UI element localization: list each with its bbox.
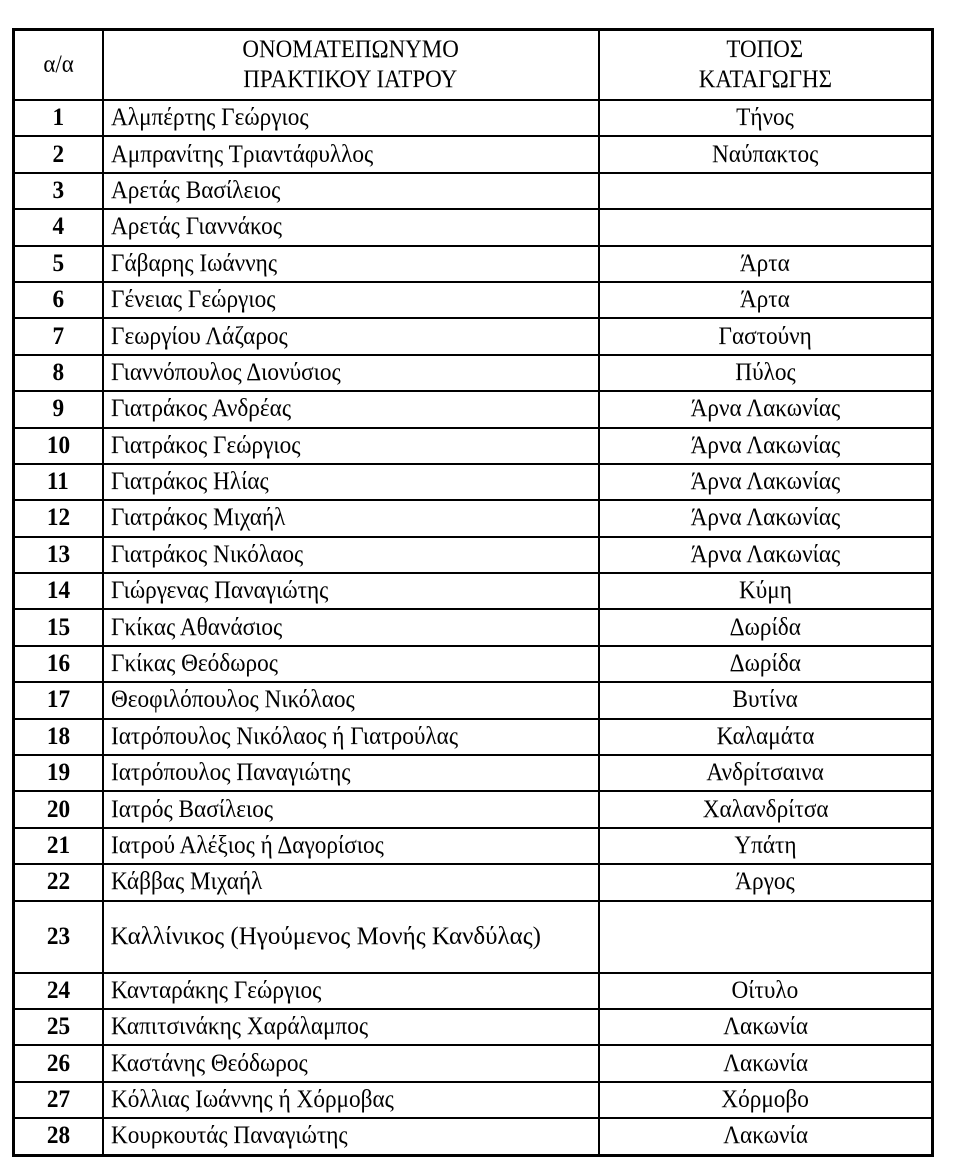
row-number: 16 bbox=[46, 650, 70, 678]
table-row bbox=[14, 1082, 933, 1118]
row-place: Άρνα Λακωνίας bbox=[690, 431, 841, 459]
row-name: Γεωργίου Λάζαρος bbox=[110, 322, 288, 350]
row-place-cell bbox=[599, 282, 933, 318]
row-number: 22 bbox=[46, 868, 70, 896]
row-place-cell bbox=[599, 1118, 933, 1155]
row-place: Άρνα Λακωνίας bbox=[690, 468, 841, 496]
row-number-cell bbox=[14, 1009, 103, 1045]
row-number-cell bbox=[14, 464, 103, 500]
table-row bbox=[14, 1009, 933, 1045]
row-place-cell bbox=[599, 646, 933, 682]
practitioners-table bbox=[12, 28, 934, 1157]
row-name-cell bbox=[103, 391, 599, 427]
table-row bbox=[14, 428, 933, 464]
header-place-line2: ΚΑΤΑΓΩΓΗΣ bbox=[698, 66, 832, 93]
row-number-cell bbox=[14, 500, 103, 536]
row-number: 13 bbox=[46, 540, 70, 568]
row-name: Αρετάς Γιαννάκος bbox=[110, 213, 282, 241]
row-place: Άρνα Λακωνίας bbox=[690, 540, 841, 568]
row-place: Γαστούνη bbox=[718, 322, 812, 350]
row-place: Υπάτη bbox=[734, 832, 797, 859]
row-name-cell bbox=[103, 864, 599, 900]
row-name-cell bbox=[103, 355, 599, 391]
header-name-line2: ΠΡΑΚΤΙΚΟΥ ΙΑΤΡΟΥ bbox=[243, 66, 458, 93]
row-number-cell bbox=[14, 391, 103, 427]
row-place-cell bbox=[599, 719, 933, 755]
row-name: Κάββας Μιχαήλ bbox=[110, 868, 262, 896]
row-place-cell bbox=[599, 246, 933, 282]
table-row bbox=[14, 719, 933, 755]
row-place-cell bbox=[599, 100, 933, 136]
row-name: Καλλίνικος (Ηγούμενος Μονής Κανδύλας) bbox=[110, 922, 541, 950]
row-name-cell bbox=[103, 100, 599, 136]
row-number-cell bbox=[14, 573, 103, 609]
row-place-cell bbox=[599, 828, 933, 864]
table-row bbox=[14, 755, 933, 791]
table-row bbox=[14, 864, 933, 900]
row-number: 28 bbox=[46, 1122, 70, 1150]
row-place: Ναύπακτος bbox=[712, 140, 819, 168]
row-name-cell bbox=[103, 282, 599, 318]
row-place: Λακωνία bbox=[722, 1013, 808, 1041]
row-place: Λακωνία bbox=[722, 1049, 808, 1077]
row-place-cell bbox=[599, 755, 933, 791]
row-number: 17 bbox=[46, 686, 70, 714]
row-name: Γιατράκος Νικόλαος bbox=[110, 540, 303, 568]
header-number-label: α/α bbox=[42, 51, 74, 78]
row-number: 12 bbox=[46, 504, 70, 532]
row-number-cell bbox=[14, 428, 103, 464]
row-place: Τήνος bbox=[736, 104, 795, 132]
row-place-cell bbox=[599, 173, 933, 209]
row-name-cell bbox=[103, 828, 599, 864]
row-place-cell bbox=[599, 391, 933, 427]
row-number-cell bbox=[14, 136, 103, 172]
row-number: 1 bbox=[52, 104, 65, 132]
row-number-cell bbox=[14, 318, 103, 354]
row-name-cell bbox=[103, 1009, 599, 1045]
table-row bbox=[14, 136, 933, 172]
row-name-cell bbox=[103, 1118, 599, 1155]
row-name: Καστάνης Θεόδωρος bbox=[110, 1049, 308, 1077]
header-name-line1: ΟΝΟΜΑΤΕΠΩΝΥΜΟ bbox=[242, 36, 459, 63]
row-name: Κόλλιας Ιωάννης ή Χόρμοβας bbox=[110, 1085, 394, 1113]
row-place: Άρνα Λακωνίας bbox=[690, 504, 841, 532]
table-row bbox=[14, 901, 933, 973]
header-place-line1: ΤΟΠΟΣ bbox=[726, 36, 804, 63]
table-row bbox=[14, 646, 933, 682]
row-number-cell bbox=[14, 828, 103, 864]
row-place: Χαλανδρίτσα bbox=[702, 795, 829, 823]
row-number-cell bbox=[14, 864, 103, 900]
row-place: Άργος bbox=[735, 868, 795, 896]
row-place: Άρτα bbox=[740, 249, 791, 277]
row-number: 11 bbox=[47, 468, 70, 496]
row-number: 7 bbox=[52, 322, 65, 350]
row-place: Ανδρίτσαινα bbox=[706, 759, 824, 787]
row-name: Γιαννόπουλος Διονύσιος bbox=[110, 358, 341, 386]
row-name-cell bbox=[103, 537, 599, 573]
row-name: Γιατράκος Γεώργιος bbox=[110, 431, 301, 459]
row-number-cell bbox=[14, 100, 103, 136]
row-number-cell bbox=[14, 646, 103, 682]
row-name: Κουρκουτάς Παναγιώτης bbox=[110, 1122, 348, 1150]
row-place-cell bbox=[599, 318, 933, 354]
row-place-cell bbox=[599, 209, 933, 245]
row-number: 21 bbox=[46, 832, 70, 859]
row-number: 27 bbox=[46, 1085, 70, 1113]
row-number: 18 bbox=[46, 722, 70, 750]
row-place-cell bbox=[599, 464, 933, 500]
row-place: Δωρίδα bbox=[729, 613, 801, 641]
row-name-cell bbox=[103, 755, 599, 791]
row-name-cell bbox=[103, 791, 599, 827]
table-row bbox=[14, 464, 933, 500]
row-number-cell bbox=[14, 609, 103, 645]
table-row bbox=[14, 282, 933, 318]
row-number: 15 bbox=[46, 613, 70, 641]
row-place-cell bbox=[599, 573, 933, 609]
table-row bbox=[14, 100, 933, 136]
row-place: Πύλος bbox=[735, 358, 796, 386]
row-number-cell bbox=[14, 355, 103, 391]
row-place: Κύμη bbox=[738, 577, 792, 605]
row-name: Γκίκας Αθανάσιος bbox=[110, 613, 282, 641]
table-row bbox=[14, 318, 933, 354]
table-row bbox=[14, 682, 933, 718]
table-row bbox=[14, 246, 933, 282]
row-number-cell bbox=[14, 682, 103, 718]
row-number: 9 bbox=[52, 395, 65, 423]
row-name-cell bbox=[103, 500, 599, 536]
header-row bbox=[14, 30, 933, 101]
row-number: 10 bbox=[46, 431, 70, 459]
row-number: 25 bbox=[46, 1013, 70, 1041]
row-name: Ιατρός Βασίλειος bbox=[110, 795, 273, 823]
row-place-cell bbox=[599, 537, 933, 573]
row-place-cell bbox=[599, 428, 933, 464]
row-place-cell bbox=[599, 355, 933, 391]
row-name-cell bbox=[103, 246, 599, 282]
table-row bbox=[14, 500, 933, 536]
row-place: Άρνα Λακωνίας bbox=[690, 395, 841, 423]
row-name-cell bbox=[103, 209, 599, 245]
row-name-cell bbox=[103, 901, 599, 973]
table-row bbox=[14, 791, 933, 827]
row-number: 20 bbox=[46, 795, 70, 823]
row-name: Γκίκας Θεόδωρος bbox=[110, 650, 278, 678]
row-name: Κανταράκης Γεώργιος bbox=[110, 976, 321, 1004]
row-number: 19 bbox=[46, 759, 70, 787]
row-number: 6 bbox=[52, 286, 65, 314]
table-row bbox=[14, 1045, 933, 1081]
row-number: 26 bbox=[46, 1049, 70, 1077]
row-name-cell bbox=[103, 1045, 599, 1081]
table-row bbox=[14, 609, 933, 645]
row-number-cell bbox=[14, 1118, 103, 1155]
row-name-cell bbox=[103, 318, 599, 354]
table-row bbox=[14, 573, 933, 609]
row-number: 5 bbox=[52, 249, 65, 277]
row-name-cell bbox=[103, 136, 599, 172]
row-name: Γιατράκος Ανδρέας bbox=[110, 395, 291, 423]
row-name: Ιατρού Αλέξιος ή Δαγορίσιος bbox=[110, 832, 384, 859]
row-name-cell bbox=[103, 428, 599, 464]
row-name: Γιατράκος Μιχαήλ bbox=[110, 504, 285, 532]
row-place-cell bbox=[599, 136, 933, 172]
row-name-cell bbox=[103, 1082, 599, 1118]
row-number-cell bbox=[14, 209, 103, 245]
row-place: Δωρίδα bbox=[729, 650, 801, 678]
row-name: Θεοφιλόπουλος Νικόλαος bbox=[110, 686, 355, 714]
row-place-cell bbox=[599, 901, 933, 973]
row-number: 2 bbox=[52, 140, 65, 168]
row-name-cell bbox=[103, 573, 599, 609]
row-place-cell bbox=[599, 500, 933, 536]
row-number-cell bbox=[14, 246, 103, 282]
row-place-cell bbox=[599, 1009, 933, 1045]
row-name-cell bbox=[103, 609, 599, 645]
row-name: Γένειας Γεώργιος bbox=[110, 286, 275, 314]
row-place-cell bbox=[599, 973, 933, 1009]
row-place-cell bbox=[599, 864, 933, 900]
row-number-cell bbox=[14, 282, 103, 318]
row-number: 4 bbox=[52, 213, 65, 241]
table-row bbox=[14, 537, 933, 573]
row-name: Γιατράκος Ηλίας bbox=[110, 468, 269, 496]
row-number: 24 bbox=[46, 976, 70, 1004]
row-name: Γιώργενας Παναγιώτης bbox=[110, 577, 328, 605]
row-number: 14 bbox=[46, 577, 70, 605]
row-number-cell bbox=[14, 791, 103, 827]
row-name: Αλμπέρτης Γεώργιος bbox=[110, 104, 309, 132]
row-name: Αμπρανίτης Τριαντάφυλλος bbox=[110, 140, 373, 168]
row-number-cell bbox=[14, 901, 103, 973]
row-name-cell bbox=[103, 682, 599, 718]
row-place: Καλαμάτα bbox=[716, 722, 815, 750]
row-name-cell bbox=[103, 464, 599, 500]
row-place-cell bbox=[599, 682, 933, 718]
row-place: Λακωνία bbox=[722, 1122, 808, 1150]
header-place bbox=[599, 30, 933, 101]
row-name-cell bbox=[103, 173, 599, 209]
row-place-cell bbox=[599, 1045, 933, 1081]
row-name: Ιατρόπουλος Νικόλαος ή Γιατρούλας bbox=[110, 722, 458, 750]
row-number-cell bbox=[14, 719, 103, 755]
table-row bbox=[14, 173, 933, 209]
row-name: Καπιτσινάκης Χαράλαμπος bbox=[110, 1013, 368, 1041]
table-row bbox=[14, 1118, 933, 1155]
row-name-cell bbox=[103, 719, 599, 755]
row-place: Οίτυλο bbox=[731, 976, 799, 1004]
row-number-cell bbox=[14, 755, 103, 791]
row-number: 3 bbox=[52, 176, 65, 204]
row-name-cell bbox=[103, 646, 599, 682]
row-number-cell bbox=[14, 1045, 103, 1081]
row-number-cell bbox=[14, 537, 103, 573]
row-number-cell bbox=[14, 173, 103, 209]
row-number-cell bbox=[14, 1082, 103, 1118]
row-number: 8 bbox=[52, 358, 65, 386]
header-name bbox=[103, 30, 599, 101]
row-name: Ιατρόπουλος Παναγιώτης bbox=[110, 759, 351, 787]
row-number: 23 bbox=[46, 922, 70, 950]
row-place: Άρτα bbox=[740, 286, 791, 314]
table-row bbox=[14, 391, 933, 427]
table-row bbox=[14, 828, 933, 864]
row-place-cell bbox=[599, 609, 933, 645]
row-place-cell bbox=[599, 1082, 933, 1118]
row-place-cell bbox=[599, 791, 933, 827]
table-row bbox=[14, 209, 933, 245]
row-place: Βυτίνα bbox=[732, 686, 798, 714]
table-row bbox=[14, 355, 933, 391]
row-name: Γάβαρης Ιωάννης bbox=[110, 249, 277, 277]
header-number bbox=[14, 30, 103, 101]
table-row bbox=[14, 973, 933, 1009]
row-place: Χόρμοβο bbox=[721, 1085, 810, 1113]
row-number-cell bbox=[14, 973, 103, 1009]
row-name-cell bbox=[103, 973, 599, 1009]
row-name: Αρετάς Βασίλειος bbox=[110, 176, 280, 204]
